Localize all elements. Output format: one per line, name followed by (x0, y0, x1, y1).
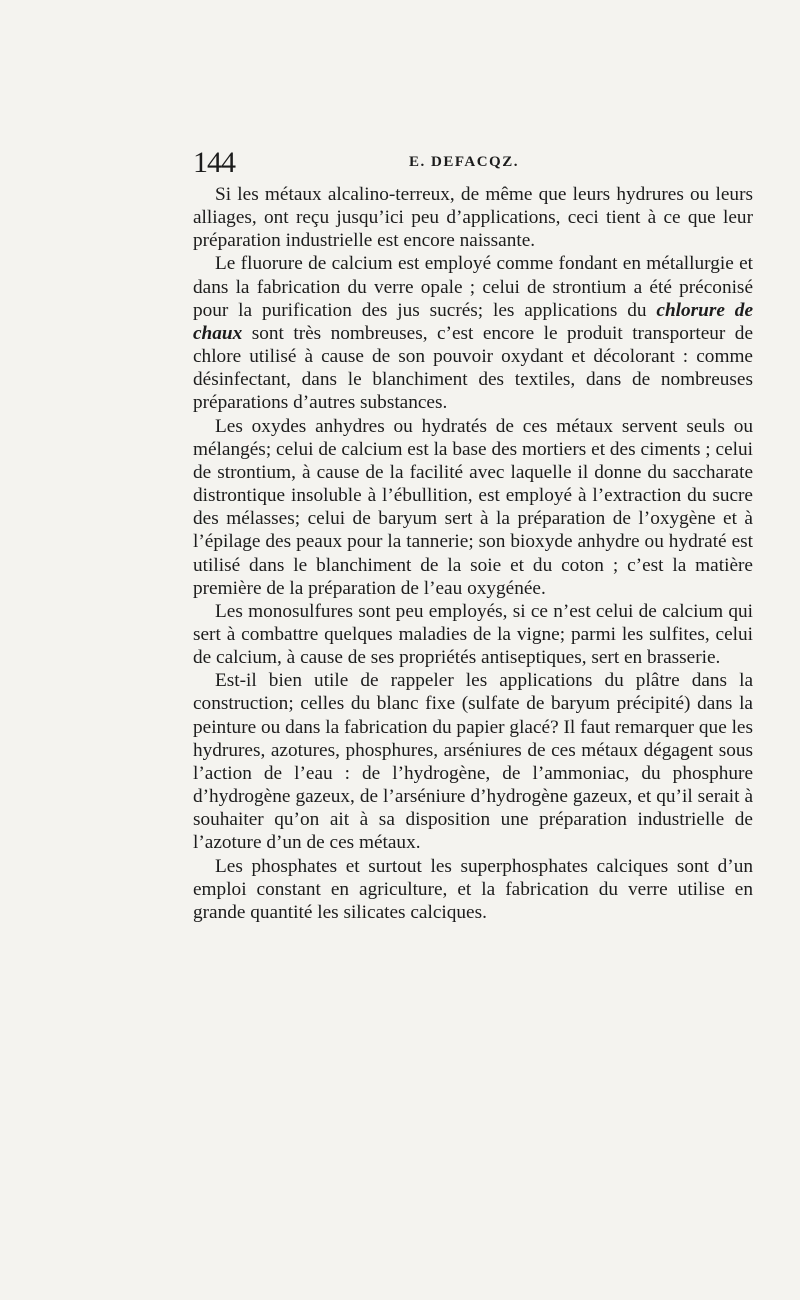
body-text (193, 183, 753, 924)
paragraph-2 (193, 252, 753, 414)
paragraph-4: Les monosulfures sont peu employés, si ce n’est celui de calcium qui sert à combattre quelques maladies de la vigne; parmi les sulfites, celui de calcium, à cause de ses propriétés antiseptiques, sert en brasserie. (193, 600, 753, 669)
page-header (193, 146, 753, 178)
paragraph-2-text-after: sont très nombreuses, c’est encore le produit transporteur de chlore utilisé à cause de son pouvoir oxydant et décolorant : comme désinfectant, dans le blanchiment des textiles, dans de nombreuses préparations d’autres substances. (193, 322, 753, 414)
paragraph-3: Les oxydes anhydres ou hydratés de ces métaux servent seuls ou mélangés; celui de calcium est la base des mortiers et des ciments ; celui de strontium, à cause de la facilité avec laquelle il donne du saccharate distrontique insoluble à l’ébullition, est employé à l’extraction du sucre des mélasses; celui de baryum sert à la préparation de l’oxygène et à l’épilage des peaux pour la tannerie; son bioxyde anhydre ou hydraté est utilisé dans le blanchiment de la soie et du coton ; c’est la matière première de la préparation de l’eau oxygénée. (193, 415, 753, 599)
paragraph-5: Est-il bien utile de rappeler les applications du plâtre dans la construction; celles du blanc fixe (sulfate de baryum précipité) dans la peinture ou dans la fabrication du papier glacé? Il faut remarquer que les hydrures, azotures, phosphures, arséniures de ces métaux dégagent sous l’action de l’eau : de l’hydrogène, de l’ammoniac, du phosphure d’hydrogène gazeux, de l’arséniure d’hydrogène gazeux, et qu’il serait à souhaiter qu’on ait à sa disposition une préparation industrielle de l’azoture d’un de ces métaux. (193, 670, 753, 854)
chlorure-de-chaux-emphasis: chlorure de chaux (193, 299, 753, 344)
running-head: E. DEFACQZ. (409, 154, 519, 170)
paragraph-2-text-before: Le fluorure de calcium est employé comme fondant en métallurgie et dans la fabrication du verre opale ; celui de strontium a été préconisé pour la purification des jus sucrés; les applications du (193, 253, 753, 321)
page-number: 144 (193, 146, 235, 179)
paragraph-6: Les phosphates et surtout les superphosphates calciques sont d’un emploi constant en agriculture, et la fabrication du verre utilise en grande quantité les silicates calciques. (193, 855, 753, 923)
paragraph-1: Si les métaux alcalino-terreux, de même que leurs hydrures ou leurs alliages, ont reçu jusqu’ici peu d’applications, ceci tient à ce que leur préparation industrielle est encore naissante. (193, 184, 753, 252)
